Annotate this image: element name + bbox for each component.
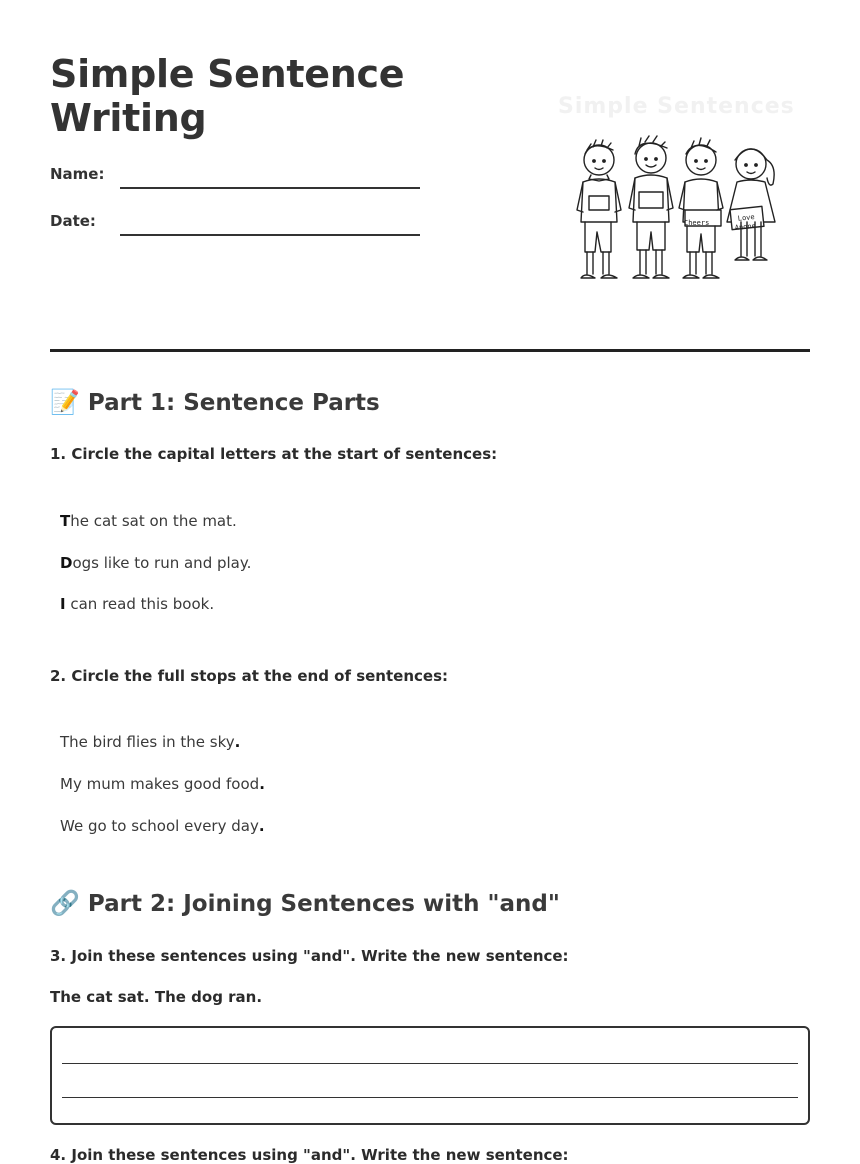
illustration-heading: Simple Sentences: [558, 94, 795, 119]
sign-text-cheers: Cheers: [684, 219, 710, 227]
capital-letter[interactable]: I: [60, 595, 66, 613]
memo-icon: 📝: [50, 388, 80, 416]
q1-sentence-3: I can read this book.: [60, 595, 215, 613]
name-field[interactable]: [120, 187, 420, 189]
date-label: Date:: [50, 212, 96, 230]
question-1-prompt: 1. Circle the capital letters at the start of sentences:: [50, 445, 498, 463]
part2-title: Part 2: Joining Sentences with "and": [87, 891, 560, 917]
full-stop[interactable]: .: [258, 817, 265, 835]
question-4-prompt: 4. Join these sentences using "and". Write the new sentence:: [50, 1146, 569, 1164]
q1-sentence-2: Dogs like to run and play.: [60, 554, 252, 572]
worksheet-title: Simple Sentence Writing: [50, 52, 405, 140]
question-2-prompt: 2. Circle the full stops at the end of sentences:: [50, 667, 448, 685]
full-stop[interactable]: .: [259, 775, 265, 793]
sign-text-anone: Anone: [734, 221, 757, 233]
answer-line[interactable]: [62, 1097, 798, 1098]
q2-sentence-1: The bird flies in the sky.: [60, 733, 241, 751]
part1-title: Part 1: Sentence Parts: [87, 390, 380, 416]
capital-letter[interactable]: T: [60, 512, 71, 530]
capital-letter[interactable]: D: [60, 554, 73, 572]
q2-sentence-3: We go to school every day.: [60, 817, 265, 835]
full-stop[interactable]: .: [234, 733, 241, 751]
part2-heading: [50, 889, 560, 917]
question-3-prompt: 3. Join these sentences using "and". Write the new sentence:: [50, 947, 569, 965]
answer-line[interactable]: [62, 1063, 798, 1064]
q1-sentence-1: The cat sat on the mat.: [60, 512, 237, 530]
header-divider: [50, 349, 810, 352]
sign-text-love: Love: [737, 213, 756, 223]
part1-heading: [50, 388, 380, 416]
date-field[interactable]: [120, 234, 420, 236]
link-icon: 🔗: [50, 889, 80, 917]
name-label: Name:: [50, 165, 105, 183]
children-illustration: [555, 90, 795, 295]
answer-box-q3[interactable]: [50, 1026, 810, 1125]
q2-sentence-2: My mum makes good food.: [60, 775, 265, 793]
question-3-given-sentences: The cat sat. The dog ran.: [50, 988, 263, 1006]
